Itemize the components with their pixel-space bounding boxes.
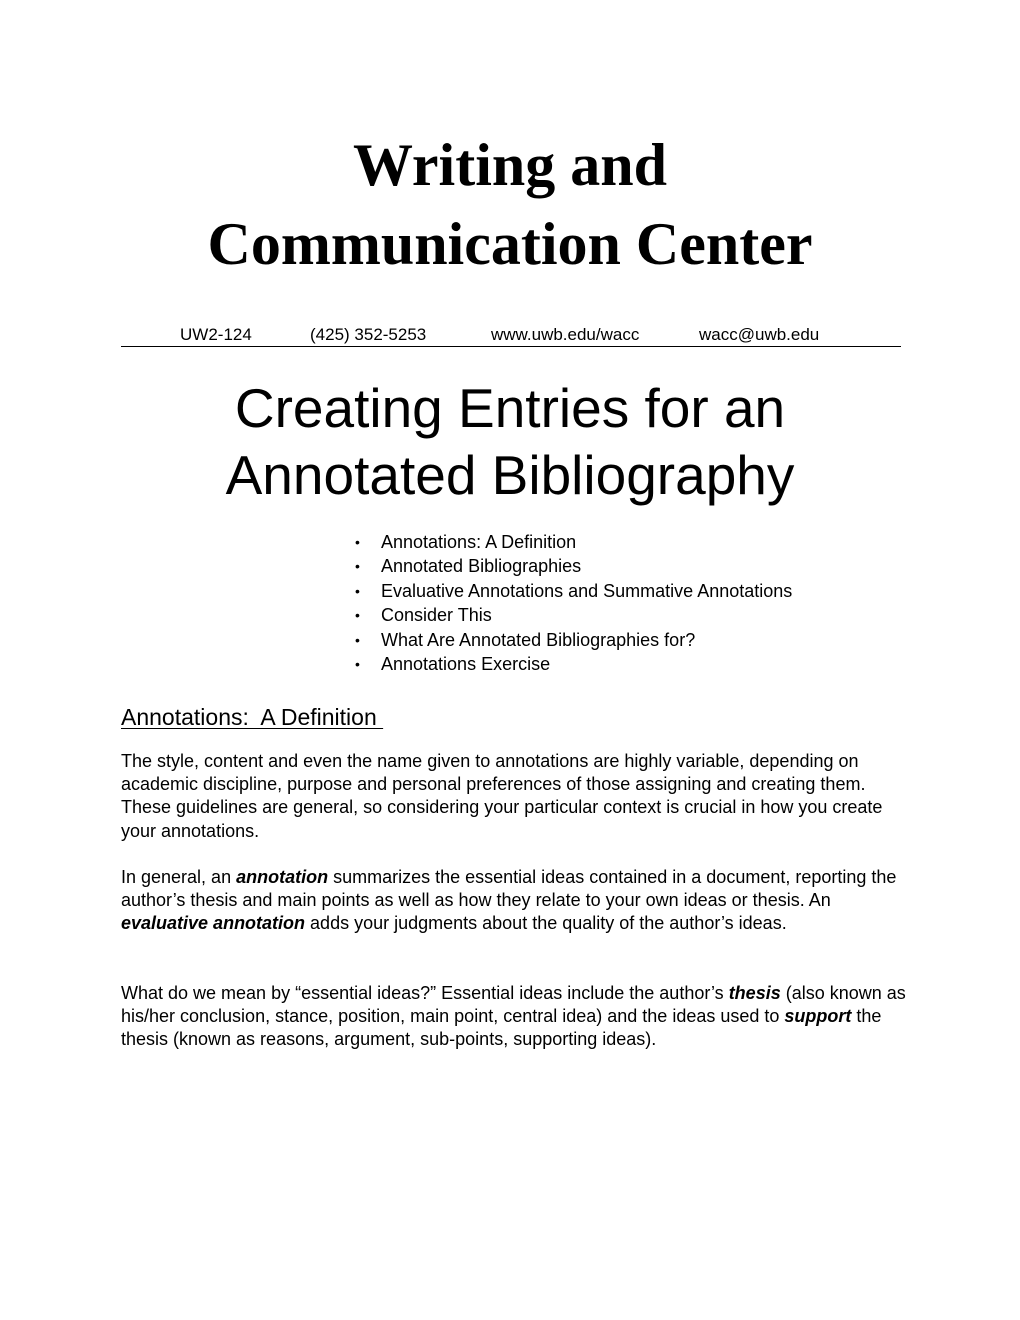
document-title-line-1: Creating Entries for an: [234, 377, 786, 439]
contact-bar: [121, 323, 901, 347]
org-title-line-1: Writing and: [353, 132, 667, 198]
document-title-line-2: Annotated Bibliography: [225, 444, 795, 506]
toc-item: [355, 554, 792, 578]
document-title: [0, 375, 1020, 509]
paragraph-3-text-a: What do we mean by “essential ideas?” Essential ideas include the author’s: [121, 983, 729, 1003]
bullet-icon: •: [355, 631, 360, 648]
toc-item-label: What Are Annotated Bibliographies for?: [381, 629, 696, 650]
paragraph-1: The style, content and even the name given to annotations are highly variable, depending on academic discipline, purpose and personal preferences of those assigning and creating them. These guidelines are general, so considering your particular context is crucial in how you create your annotations.: [121, 751, 883, 841]
paragraph-2: [121, 866, 911, 936]
paragraph-2-text-a: In general, an: [121, 867, 237, 887]
term-support: support: [784, 1006, 852, 1027]
toc-item: [355, 579, 793, 603]
bullet-icon: •: [355, 558, 360, 575]
bullet-icon: •: [355, 607, 360, 624]
bullet-icon: •: [355, 534, 360, 550]
term-thesis: thesis: [728, 983, 781, 1003]
contact-email: wacc@uwb.edu: [699, 325, 820, 344]
org-title-line-2: Communication Center: [207, 211, 813, 277]
bullet-icon: •: [355, 656, 360, 673]
toc-item: [355, 628, 792, 652]
paragraph-2-text-c: adds your judgments about the quality of the author’s ideas.: [305, 913, 787, 934]
paragraph-3-text-b: (also known as his/her conclusion, stance, position, main point, central idea) and the ideas used to: [121, 983, 906, 1027]
toc-item-label: Annotations: A Definition: [381, 532, 577, 552]
toc-item-label: Consider This: [381, 605, 492, 626]
paragraph-3-text-c: the thesis (known as reasons, argument, sub-points, supporting ideas).: [121, 1006, 882, 1050]
bullet-icon: •: [355, 582, 360, 599]
contact-phone: (425) 352-5253: [310, 325, 427, 344]
toc-item-label: Annotations Exercise: [381, 654, 551, 675]
contact-website: www.uwb.edu/wacc: [491, 325, 640, 344]
paragraph-3: [121, 982, 911, 1052]
org-title: [0, 126, 1020, 284]
term-annotation: annotation: [236, 867, 329, 887]
table-of-contents: [355, 530, 793, 676]
section-heading: Annotations: A Definition: [121, 704, 384, 730]
toc-item: [355, 603, 792, 627]
term-evaluative-annotation: evaluative annotation: [121, 913, 306, 934]
toc-item-label: Evaluative Annotations and Summative Annotations: [381, 580, 793, 601]
toc-item-label: Annotated Bibliographies: [381, 556, 582, 577]
paragraph-2-text-b: summarizes the essential ideas contained in a document, reporting the author’s thesis and main points as well as how they relate to your own ideas or thesis. An: [121, 867, 897, 911]
contact-room: UW2-124: [180, 325, 252, 344]
toc-item: [355, 652, 792, 676]
toc-item: [355, 530, 792, 554]
